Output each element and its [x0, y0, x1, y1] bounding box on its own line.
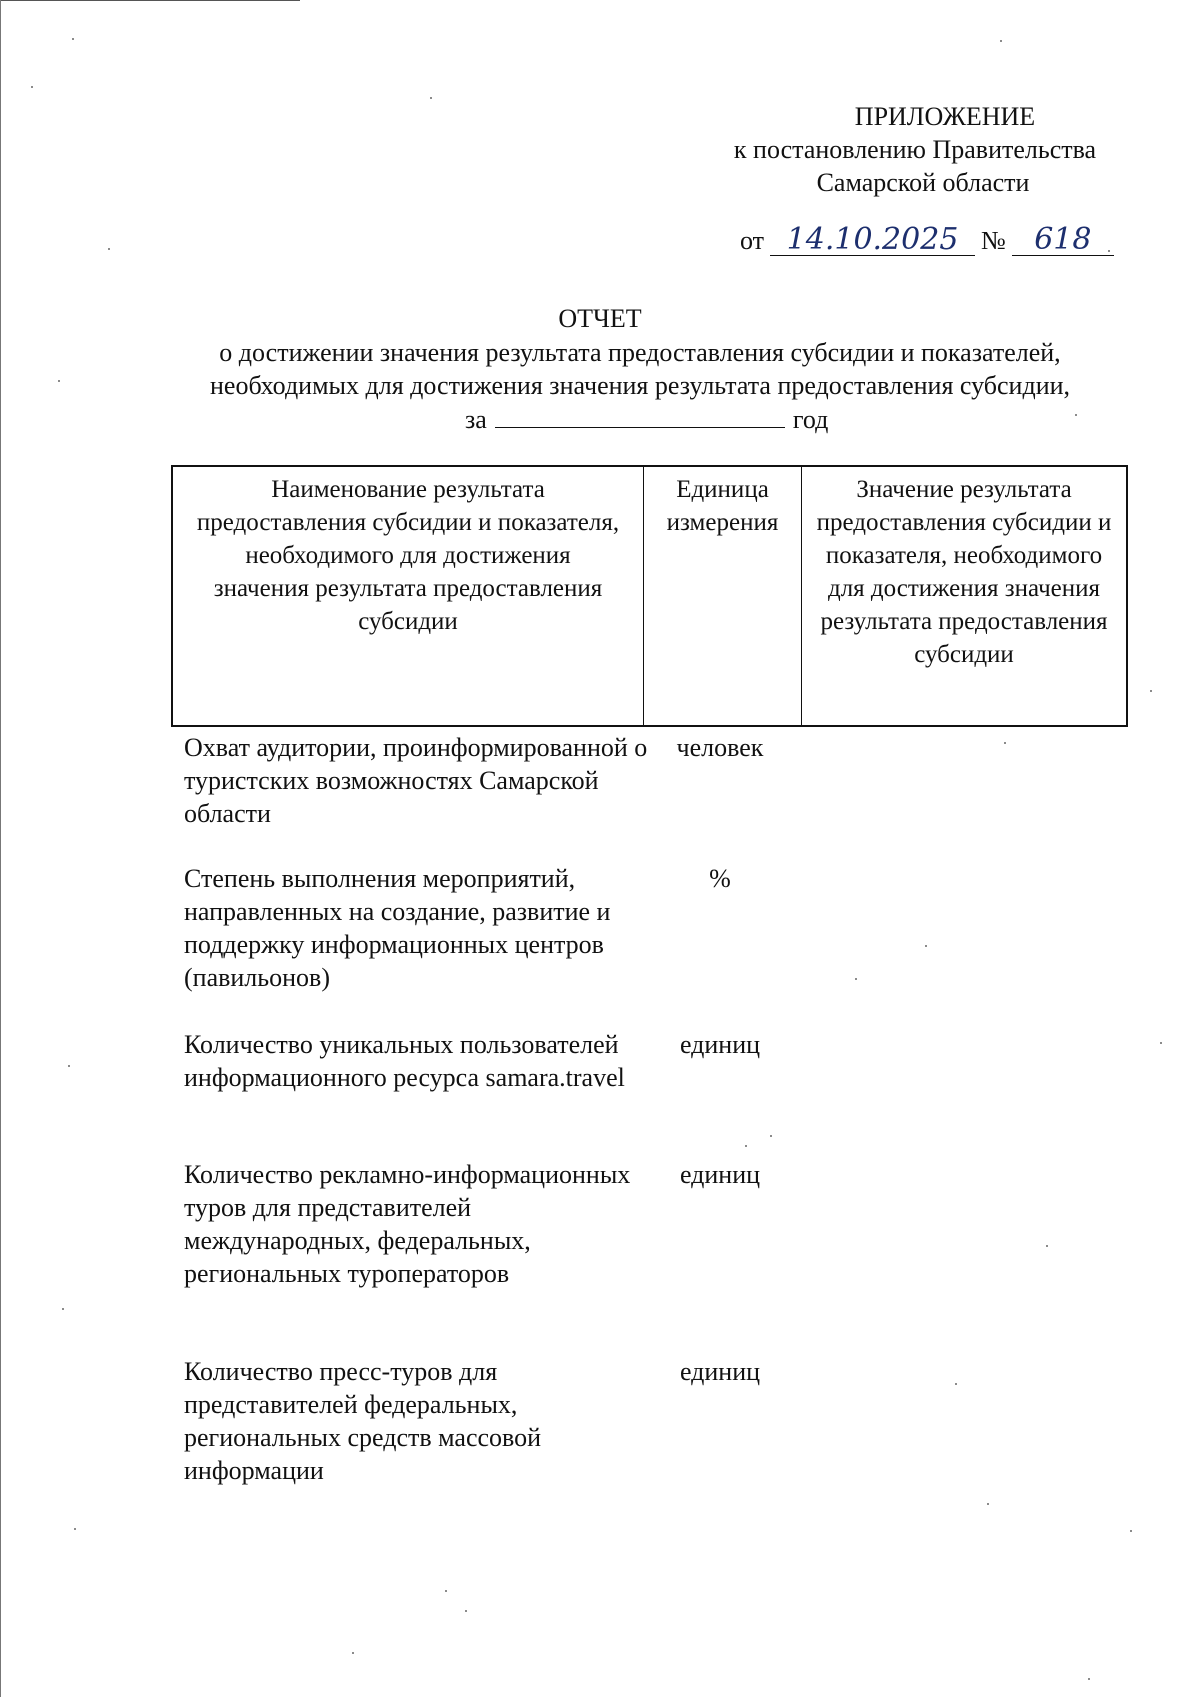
table-row-unit: человек	[676, 733, 764, 762]
speckle	[925, 945, 927, 947]
table-row-name: Охват аудитории, проинформированной о туристских возможностях Самарской области	[184, 733, 648, 828]
subtitle-line-2: необходимых для достижения значения результата предоставления субсидии,	[209, 371, 1071, 400]
subtitle-line-1: о достижении значения результата предоставления субсидии и показателей,	[219, 338, 1061, 367]
speckle	[1088, 1678, 1090, 1680]
report-year-line	[465, 403, 828, 437]
speckle	[352, 1652, 354, 1654]
speckle	[770, 1135, 772, 1137]
speckle	[68, 1065, 70, 1067]
table-row-unit: единиц	[679, 1160, 761, 1189]
speckle	[955, 1383, 957, 1385]
number-prefix: №	[981, 226, 1006, 255]
header-unit-column: Единица измерения	[643, 467, 801, 725]
table-row-name: Степень выполнения мероприятий, направленных на создание, развитие и поддержку информационных центров (павильонов)	[184, 864, 611, 992]
table-row-name: Количество рекламно-информационных туров для представителей международных, федеральных, региональных туроператоров	[184, 1160, 631, 1288]
handwritten-number: 618	[1012, 225, 1114, 256]
header-value-column: Значение результата предоставления субсидии и показателя, необходимого для достижения значения результата предоставления субсидии	[801, 467, 1126, 725]
speckle	[1000, 40, 1002, 42]
speckle	[1108, 250, 1110, 252]
speckle	[72, 38, 74, 40]
table-row-name: Количество пресс-туров для представителей федеральных, региональных средств массовой информации	[184, 1357, 542, 1485]
table-header	[171, 465, 1128, 727]
speckle	[445, 1590, 447, 1592]
speckle	[108, 248, 110, 250]
table-row-unit: единиц	[679, 1357, 761, 1386]
table-row-unit: %	[709, 864, 731, 893]
speckle	[430, 97, 432, 99]
speckle	[1150, 690, 1152, 692]
appendix-line-2: к постановлению Правительства	[733, 135, 1097, 164]
speckle	[1075, 414, 1077, 416]
appendix-block	[690, 100, 1140, 199]
handwritten-date: 14.10.2025	[770, 225, 975, 256]
speckle	[31, 86, 33, 88]
date-prefix: от	[740, 226, 765, 255]
speckle	[1130, 1530, 1132, 1532]
report-subtitle	[150, 336, 1130, 402]
decree-date-line	[740, 224, 1114, 258]
appendix-label: ПРИЛОЖЕНИЕ	[854, 102, 1036, 131]
year-blank-field	[495, 403, 785, 428]
scan-edge-left	[0, 0, 1, 1697]
year-prefix: за	[465, 405, 487, 434]
speckle	[62, 1308, 64, 1310]
speckle	[1046, 1245, 1048, 1247]
table-row-unit: единиц	[679, 1030, 761, 1059]
speckle	[465, 1610, 467, 1612]
speckle	[1004, 742, 1006, 744]
year-suffix: год	[792, 405, 829, 434]
header-name-column: Наименование результата предоставления субсидии и показателя, необходимого для достижения значения результата предоставления субсидии	[196, 476, 620, 635]
speckle	[74, 1528, 76, 1530]
speckle	[987, 1503, 989, 1505]
report-title: ОТЧЕТ	[558, 304, 642, 333]
table-row-name: Количество уникальных пользователей информационного ресурса samara.travel	[184, 1030, 625, 1092]
appendix-line-3: Самарской области	[816, 168, 1030, 197]
speckle	[745, 1145, 747, 1147]
scan-edge-top	[0, 0, 300, 1]
speckle	[855, 978, 857, 980]
speckle	[1160, 1042, 1162, 1044]
speckle	[58, 380, 60, 382]
